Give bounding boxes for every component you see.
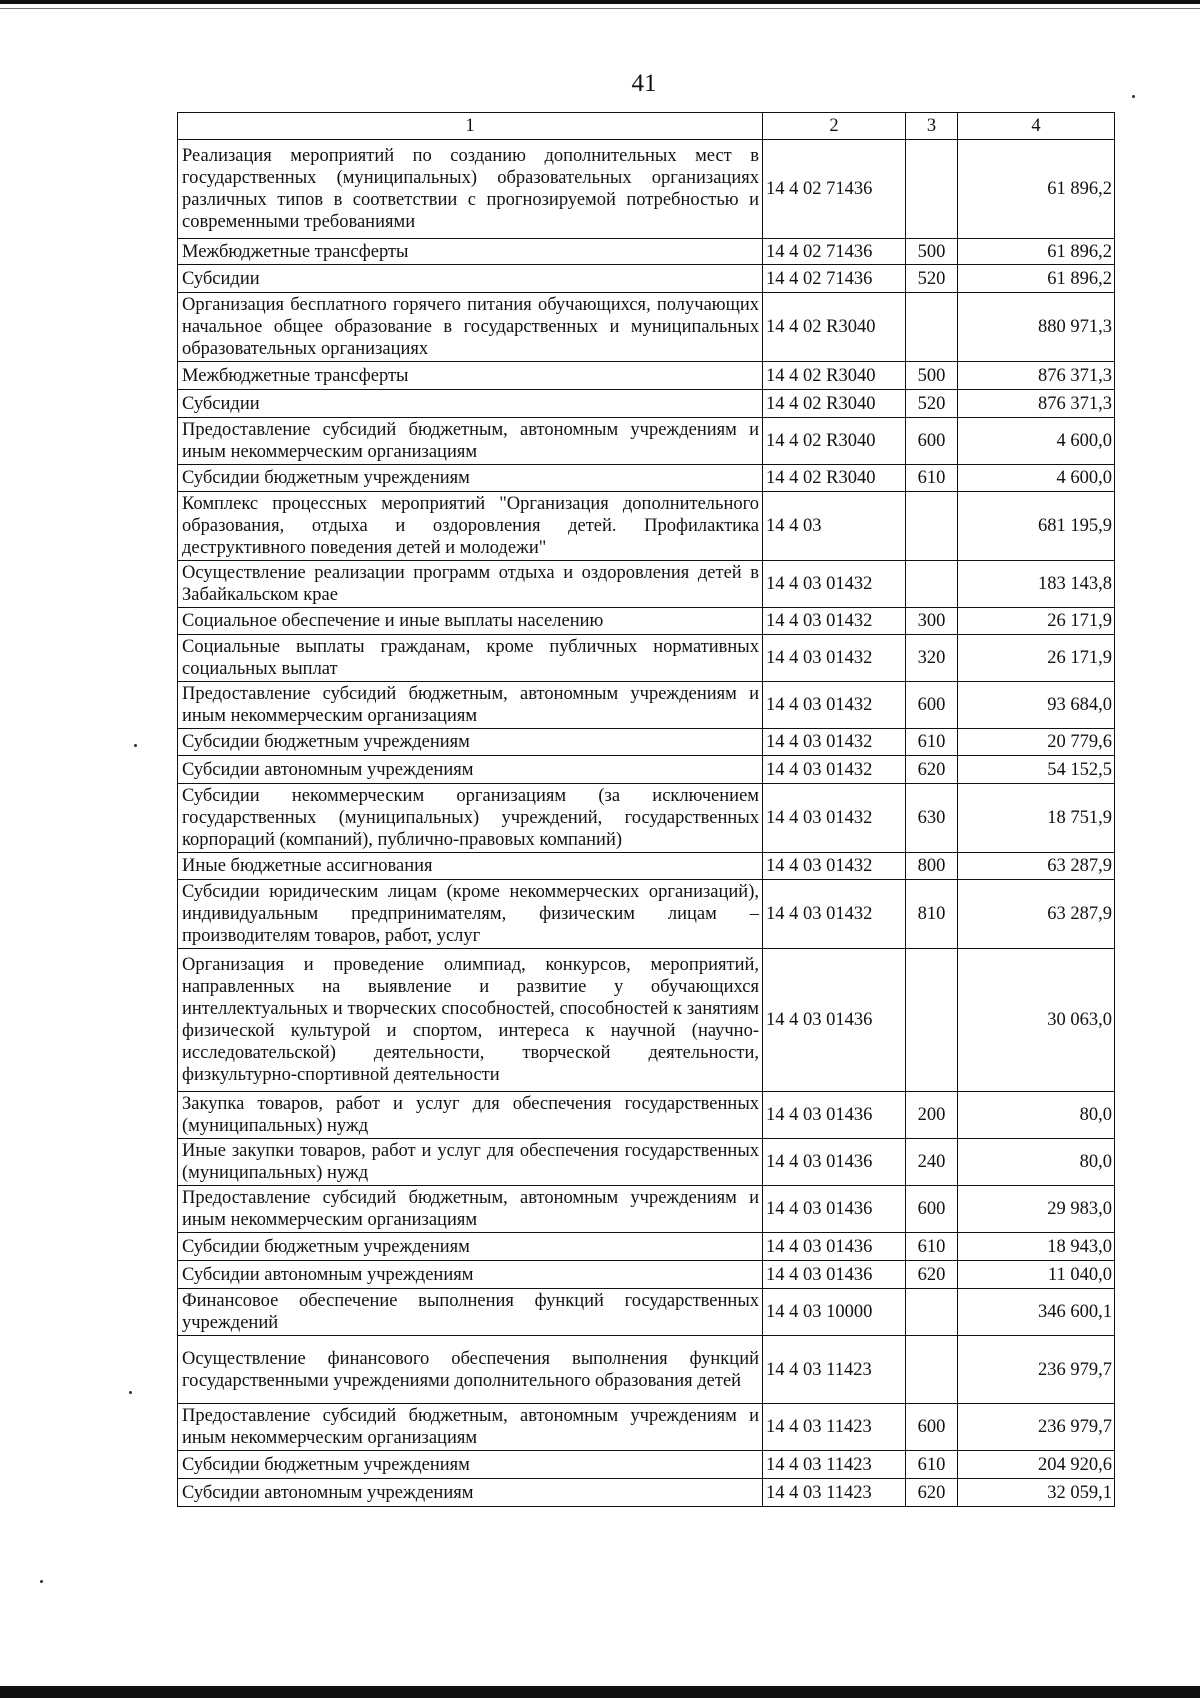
row-name-cell: Реализация мероприятий по созданию дополнительных мест в государственных (муниципальных) образовательных организациях различных типов в соответствии с прогнозируемой потребностью и современными требованиями bbox=[178, 140, 763, 239]
row-amount-cell: 20 779,6 bbox=[958, 729, 1115, 756]
table-row bbox=[178, 1261, 1115, 1289]
table-row bbox=[178, 265, 1115, 293]
table-row bbox=[178, 784, 1115, 853]
row-code-cell: 14 4 02 71436 bbox=[763, 140, 906, 239]
page-number: 41 bbox=[631, 70, 657, 97]
row-amount-cell: 93 684,0 bbox=[958, 682, 1115, 729]
row-type-cell: 810 bbox=[906, 880, 958, 949]
row-code-cell: 14 4 02 R3040 bbox=[763, 390, 906, 418]
table-row bbox=[178, 880, 1115, 949]
row-amount-cell: 26 171,9 bbox=[958, 608, 1115, 635]
row-code-cell: 14 4 03 01432 bbox=[763, 608, 906, 635]
table-body bbox=[178, 140, 1115, 1507]
row-amount-cell: 236 979,7 bbox=[958, 1404, 1115, 1451]
row-amount-cell: 880 971,3 bbox=[958, 293, 1115, 362]
table-row bbox=[178, 608, 1115, 635]
table-row bbox=[178, 561, 1115, 608]
row-code-cell: 14 4 03 11423 bbox=[763, 1404, 906, 1451]
row-code-cell: 14 4 03 01436 bbox=[763, 1233, 906, 1261]
row-code-cell: 14 4 03 01436 bbox=[763, 1261, 906, 1289]
row-code-cell: 14 4 03 01432 bbox=[763, 729, 906, 756]
row-amount-cell: 61 896,2 bbox=[958, 265, 1115, 293]
row-type-cell: 610 bbox=[906, 1451, 958, 1479]
row-type-cell bbox=[906, 140, 958, 239]
row-amount-cell: 29 983,0 bbox=[958, 1186, 1115, 1233]
row-type-cell: 610 bbox=[906, 1233, 958, 1261]
table-row bbox=[178, 1139, 1115, 1186]
row-name-cell: Предоставление субсидий бюджетным, автономным учреждениям и иным некоммерческим организациям bbox=[178, 1186, 763, 1233]
row-amount-cell: 80,0 bbox=[958, 1092, 1115, 1139]
row-type-cell: 320 bbox=[906, 635, 958, 682]
table-row bbox=[178, 1479, 1115, 1507]
scan-edge-bottom bbox=[0, 1686, 1200, 1698]
row-type-cell: 520 bbox=[906, 390, 958, 418]
row-amount-cell: 30 063,0 bbox=[958, 949, 1115, 1092]
row-type-cell: 620 bbox=[906, 756, 958, 784]
row-amount-cell: 61 896,2 bbox=[958, 140, 1115, 239]
table-row bbox=[178, 390, 1115, 418]
row-code-cell: 14 4 03 01432 bbox=[763, 635, 906, 682]
row-name-cell: Социальные выплаты гражданам, кроме публичных нормативных социальных выплат bbox=[178, 635, 763, 682]
row-name-cell: Субсидии некоммерческим организациям (за исключением государственных (муниципальных) учреждений, государственных корпораций (компаний), публично-правовых компаний) bbox=[178, 784, 763, 853]
row-code-cell: 14 4 02 R3040 bbox=[763, 418, 906, 465]
row-name-cell: Осуществление финансового обеспечения выполнения функций государственными учреждениями дополнительного образования детей bbox=[178, 1336, 763, 1404]
row-type-cell: 630 bbox=[906, 784, 958, 853]
row-amount-cell: 18 943,0 bbox=[958, 1233, 1115, 1261]
table-row bbox=[178, 682, 1115, 729]
row-type-cell: 520 bbox=[906, 265, 958, 293]
row-amount-cell: 11 040,0 bbox=[958, 1261, 1115, 1289]
row-name-cell: Субсидии автономным учреждениям bbox=[178, 1261, 763, 1289]
table-row bbox=[178, 418, 1115, 465]
row-name-cell: Субсидии бюджетным учреждениям bbox=[178, 1451, 763, 1479]
table-row bbox=[178, 1404, 1115, 1451]
budget-table-container bbox=[177, 112, 1114, 1507]
row-name-cell: Субсидии bbox=[178, 390, 763, 418]
scan-speck bbox=[129, 1391, 132, 1394]
row-type-cell bbox=[906, 561, 958, 608]
row-type-cell: 620 bbox=[906, 1479, 958, 1507]
row-code-cell: 14 4 03 01436 bbox=[763, 949, 906, 1092]
row-amount-cell: 4 600,0 bbox=[958, 465, 1115, 492]
row-amount-cell: 681 195,9 bbox=[958, 492, 1115, 561]
row-code-cell: 14 4 02 R3040 bbox=[763, 293, 906, 362]
row-name-cell: Финансовое обеспечение выполнения функций государственных учреждений bbox=[178, 1289, 763, 1336]
table-row bbox=[178, 1289, 1115, 1336]
row-name-cell: Субсидии автономным учреждениям bbox=[178, 756, 763, 784]
table-row bbox=[178, 140, 1115, 239]
table-row bbox=[178, 239, 1115, 265]
row-code-cell: 14 4 02 R3040 bbox=[763, 362, 906, 390]
row-name-cell: Межбюджетные трансферты bbox=[178, 362, 763, 390]
row-amount-cell: 61 896,2 bbox=[958, 239, 1115, 265]
row-type-cell: 200 bbox=[906, 1092, 958, 1139]
table-row bbox=[178, 1092, 1115, 1139]
row-code-cell: 14 4 03 01432 bbox=[763, 682, 906, 729]
row-amount-cell: 236 979,7 bbox=[958, 1336, 1115, 1404]
table-row bbox=[178, 465, 1115, 492]
row-name-cell: Субсидии бюджетным учреждениям bbox=[178, 1233, 763, 1261]
row-amount-cell: 346 600,1 bbox=[958, 1289, 1115, 1336]
row-amount-cell: 80,0 bbox=[958, 1139, 1115, 1186]
table-row bbox=[178, 729, 1115, 756]
row-code-cell: 14 4 03 01436 bbox=[763, 1139, 906, 1186]
row-type-cell: 600 bbox=[906, 1404, 958, 1451]
budget-table bbox=[177, 112, 1115, 1507]
row-type-cell bbox=[906, 1289, 958, 1336]
row-name-cell: Организация и проведение олимпиад, конкурсов, мероприятий, направленных на выявление и развитие у обучающихся интеллектуальных и творческих способностей, способностей к занятиям физической культурой и спортом, интереса к научной (научно-исследовательской) деятельности, творческой деятельности, физкультурно-спортивной деятельности bbox=[178, 949, 763, 1092]
row-code-cell: 14 4 02 71436 bbox=[763, 239, 906, 265]
row-code-cell: 14 4 03 bbox=[763, 492, 906, 561]
table-row bbox=[178, 293, 1115, 362]
row-amount-cell: 4 600,0 bbox=[958, 418, 1115, 465]
scan-speck bbox=[134, 744, 137, 747]
table-row bbox=[178, 853, 1115, 880]
row-type-cell: 600 bbox=[906, 682, 958, 729]
row-name-cell: Субсидии bbox=[178, 265, 763, 293]
row-name-cell: Межбюджетные трансферты bbox=[178, 239, 763, 265]
row-code-cell: 14 4 03 01436 bbox=[763, 1186, 906, 1233]
row-name-cell: Предоставление субсидий бюджетным, автономным учреждениям и иным некоммерческим организациям bbox=[178, 1404, 763, 1451]
row-type-cell: 500 bbox=[906, 239, 958, 265]
table-row bbox=[178, 492, 1115, 561]
row-name-cell: Субсидии юридическим лицам (кроме некоммерческих организаций), индивидуальным предпринимателям, физическим лицам – производителям товаров, работ, услуг bbox=[178, 880, 763, 949]
row-name-cell: Субсидии бюджетным учреждениям bbox=[178, 729, 763, 756]
row-type-cell bbox=[906, 492, 958, 561]
row-code-cell: 14 4 03 01432 bbox=[763, 784, 906, 853]
row-type-cell: 240 bbox=[906, 1139, 958, 1186]
row-type-cell: 610 bbox=[906, 465, 958, 492]
table-row bbox=[178, 1186, 1115, 1233]
row-type-cell: 610 bbox=[906, 729, 958, 756]
row-name-cell: Субсидии автономным учреждениям bbox=[178, 1479, 763, 1507]
header-col-2: 2 bbox=[763, 113, 906, 140]
row-type-cell: 300 bbox=[906, 608, 958, 635]
row-code-cell: 14 4 03 01432 bbox=[763, 880, 906, 949]
row-amount-cell: 63 287,9 bbox=[958, 880, 1115, 949]
scan-edge-top bbox=[0, 0, 1200, 4]
row-code-cell: 14 4 03 01432 bbox=[763, 561, 906, 608]
header-col-3: 3 bbox=[906, 113, 958, 140]
scan-line bbox=[0, 8, 1200, 9]
row-code-cell: 14 4 03 10000 bbox=[763, 1289, 906, 1336]
row-type-cell: 800 bbox=[906, 853, 958, 880]
scan-speck bbox=[40, 1580, 43, 1583]
row-code-cell: 14 4 03 11423 bbox=[763, 1479, 906, 1507]
row-name-cell: Комплекс процессных мероприятий "Организация дополнительного образования, отдыха и оздоровления детей. Профилактика деструктивного поведения детей и молодежи" bbox=[178, 492, 763, 561]
table-row bbox=[178, 756, 1115, 784]
table-row bbox=[178, 949, 1115, 1092]
row-type-cell: 620 bbox=[906, 1261, 958, 1289]
row-type-cell: 600 bbox=[906, 418, 958, 465]
row-type-cell bbox=[906, 1336, 958, 1404]
row-name-cell: Предоставление субсидий бюджетным, автономным учреждениям и иным некоммерческим организациям bbox=[178, 418, 763, 465]
row-name-cell: Организация бесплатного горячего питания обучающихся, получающих начальное общее образование в государственных и муниципальных образовательных организациях bbox=[178, 293, 763, 362]
row-type-cell: 600 bbox=[906, 1186, 958, 1233]
row-code-cell: 14 4 03 11423 bbox=[763, 1336, 906, 1404]
row-amount-cell: 876 371,3 bbox=[958, 362, 1115, 390]
table-row bbox=[178, 1336, 1115, 1404]
row-type-cell bbox=[906, 949, 958, 1092]
row-amount-cell: 26 171,9 bbox=[958, 635, 1115, 682]
scan-speck bbox=[1132, 95, 1135, 98]
row-name-cell: Закупка товаров, работ и услуг для обеспечения государственных (муниципальных) нужд bbox=[178, 1092, 763, 1139]
row-name-cell: Субсидии бюджетным учреждениям bbox=[178, 465, 763, 492]
row-code-cell: 14 4 03 01432 bbox=[763, 756, 906, 784]
row-name-cell: Осуществление реализации программ отдыха и оздоровления детей в Забайкальском крае bbox=[178, 561, 763, 608]
row-name-cell: Социальное обеспечение и иные выплаты населению bbox=[178, 608, 763, 635]
table-row bbox=[178, 1233, 1115, 1261]
row-amount-cell: 32 059,1 bbox=[958, 1479, 1115, 1507]
row-amount-cell: 18 751,9 bbox=[958, 784, 1115, 853]
row-name-cell: Предоставление субсидий бюджетным, автономным учреждениям и иным некоммерческим организациям bbox=[178, 682, 763, 729]
table-header-row bbox=[178, 113, 1115, 140]
row-amount-cell: 183 143,8 bbox=[958, 561, 1115, 608]
row-amount-cell: 63 287,9 bbox=[958, 853, 1115, 880]
table-row bbox=[178, 635, 1115, 682]
row-type-cell: 500 bbox=[906, 362, 958, 390]
row-code-cell: 14 4 02 R3040 bbox=[763, 465, 906, 492]
row-code-cell: 14 4 03 01436 bbox=[763, 1092, 906, 1139]
row-type-cell bbox=[906, 293, 958, 362]
row-code-cell: 14 4 02 71436 bbox=[763, 265, 906, 293]
header-col-4: 4 bbox=[958, 113, 1115, 140]
row-amount-cell: 876 371,3 bbox=[958, 390, 1115, 418]
row-name-cell: Иные бюджетные ассигнования bbox=[178, 853, 763, 880]
row-amount-cell: 54 152,5 bbox=[958, 756, 1115, 784]
table-row bbox=[178, 1451, 1115, 1479]
table-row bbox=[178, 362, 1115, 390]
header-col-1: 1 bbox=[178, 113, 763, 140]
row-code-cell: 14 4 03 01432 bbox=[763, 853, 906, 880]
row-code-cell: 14 4 03 11423 bbox=[763, 1451, 906, 1479]
row-name-cell: Иные закупки товаров, работ и услуг для обеспечения государственных (муниципальных) нужд bbox=[178, 1139, 763, 1186]
row-amount-cell: 204 920,6 bbox=[958, 1451, 1115, 1479]
